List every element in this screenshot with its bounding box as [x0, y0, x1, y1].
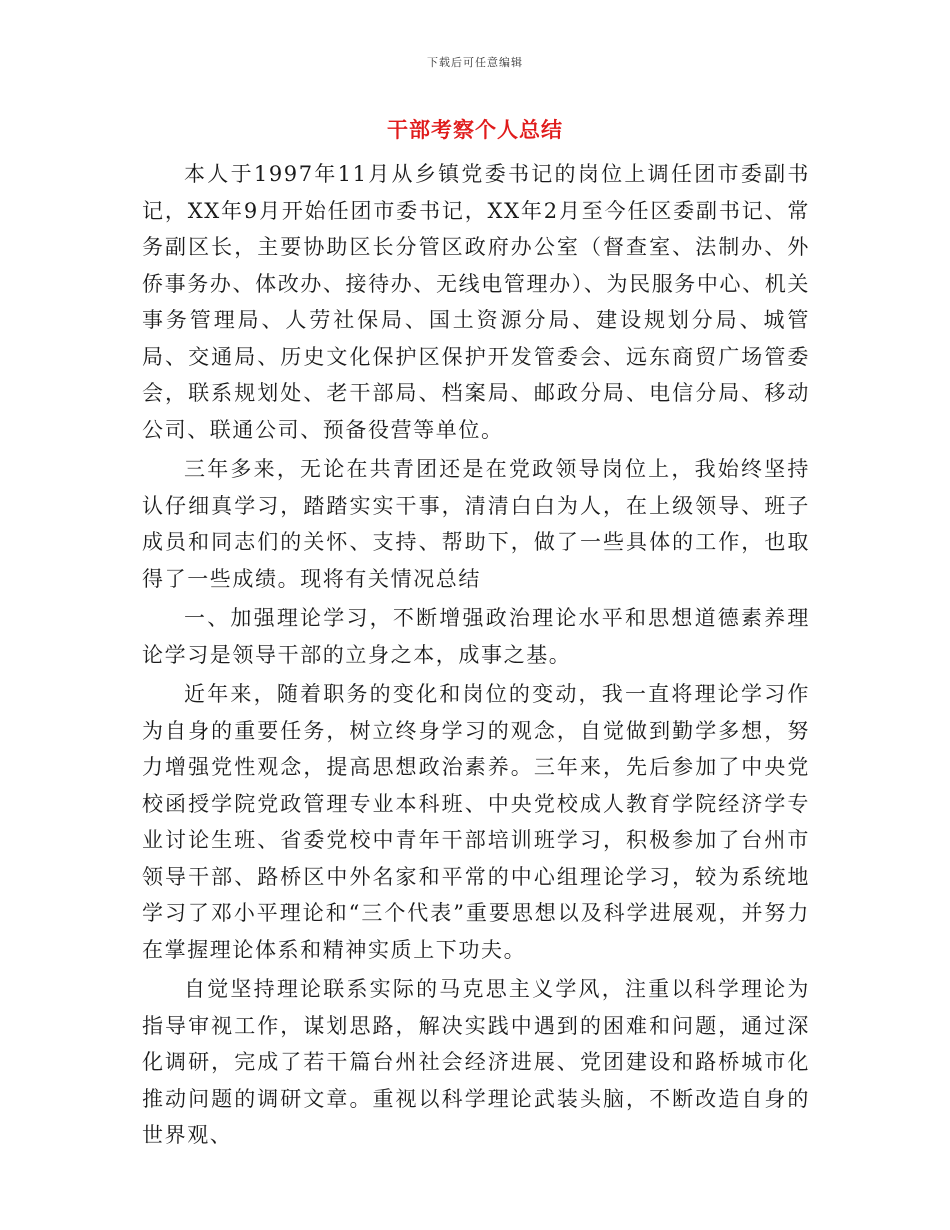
- paragraph-4: 近年来，随着职务的变化和岗位的变动，我一直将理论学习作为自身的重要任务，树立终身学习的观念，自觉做到勤学多想，努力增强党性观念，提高思想政治素养。三年来，先后参加了中央党校函授学院党政管理专业本科班、中央党校成人教育学院经济学专业讨论生班、省委党校中青年干部培训班学习，积极参加了台州市领导干部、路桥区中外名家和平常的中心组理论学习，较为系统地学习了邓小平理论和“三个代表”重要思想以及科学进展观，并努力在掌握理论体系和精神实质上下功夫。: [142, 682, 810, 962]
- page-header-note: 下载后可任意编辑: [427, 56, 523, 69]
- document-body: [142, 156, 810, 1157]
- paragraph-5: 自觉坚持理论联系实际的马克思主义学风，注重以科学理论为指导审视工作，谋划思路，解决实践中遇到的困难和问题，通过深化调研，完成了若干篇台州社会经济进展、党团建设和路桥城市化推动问题的调研文章。重视以科学理论武装头脑，不断改造自身的世界观、: [142, 977, 810, 1147]
- paragraph-2: 三年多来，无论在共青团还是在党政领导岗位上，我始终坚持认仔细真学习，踏踏实实干事，清清白白为人，在上级领导、班子成员和同志们的关怀、支持、帮助下，做了一些具体的工作，也取得了一些成绩。现将有关情况总结: [142, 457, 810, 591]
- document-title: 干部考察个人总结: [387, 117, 563, 142]
- paragraph-1: 本人于1997年11月从乡镇党委书记的岗位上调任团市委副书记，XX年9月开始任团市委书记，XX年2月至今任区委副书记、常务副区长，主要协助区长分管区政府办公室（督查室、法制办、外侨事务办、体改办、接待办、无线电管理办）、为民服务中心、机关事务管理局、人劳社保局、国土资源分局、建设规划分局、城管局、交通局、历史文化保护区保护开发管委会、远东商贸广场管委会，联系规划处、老干部局、档案局、邮政分局、电信分局、移动公司、联通公司、预备役营等单位。: [142, 162, 810, 442]
- paragraph-3: 一、加强理论学习，不断增强政治理论水平和思想道德素养理论学习是领导干部的立身之本，成事之基。: [142, 606, 810, 667]
